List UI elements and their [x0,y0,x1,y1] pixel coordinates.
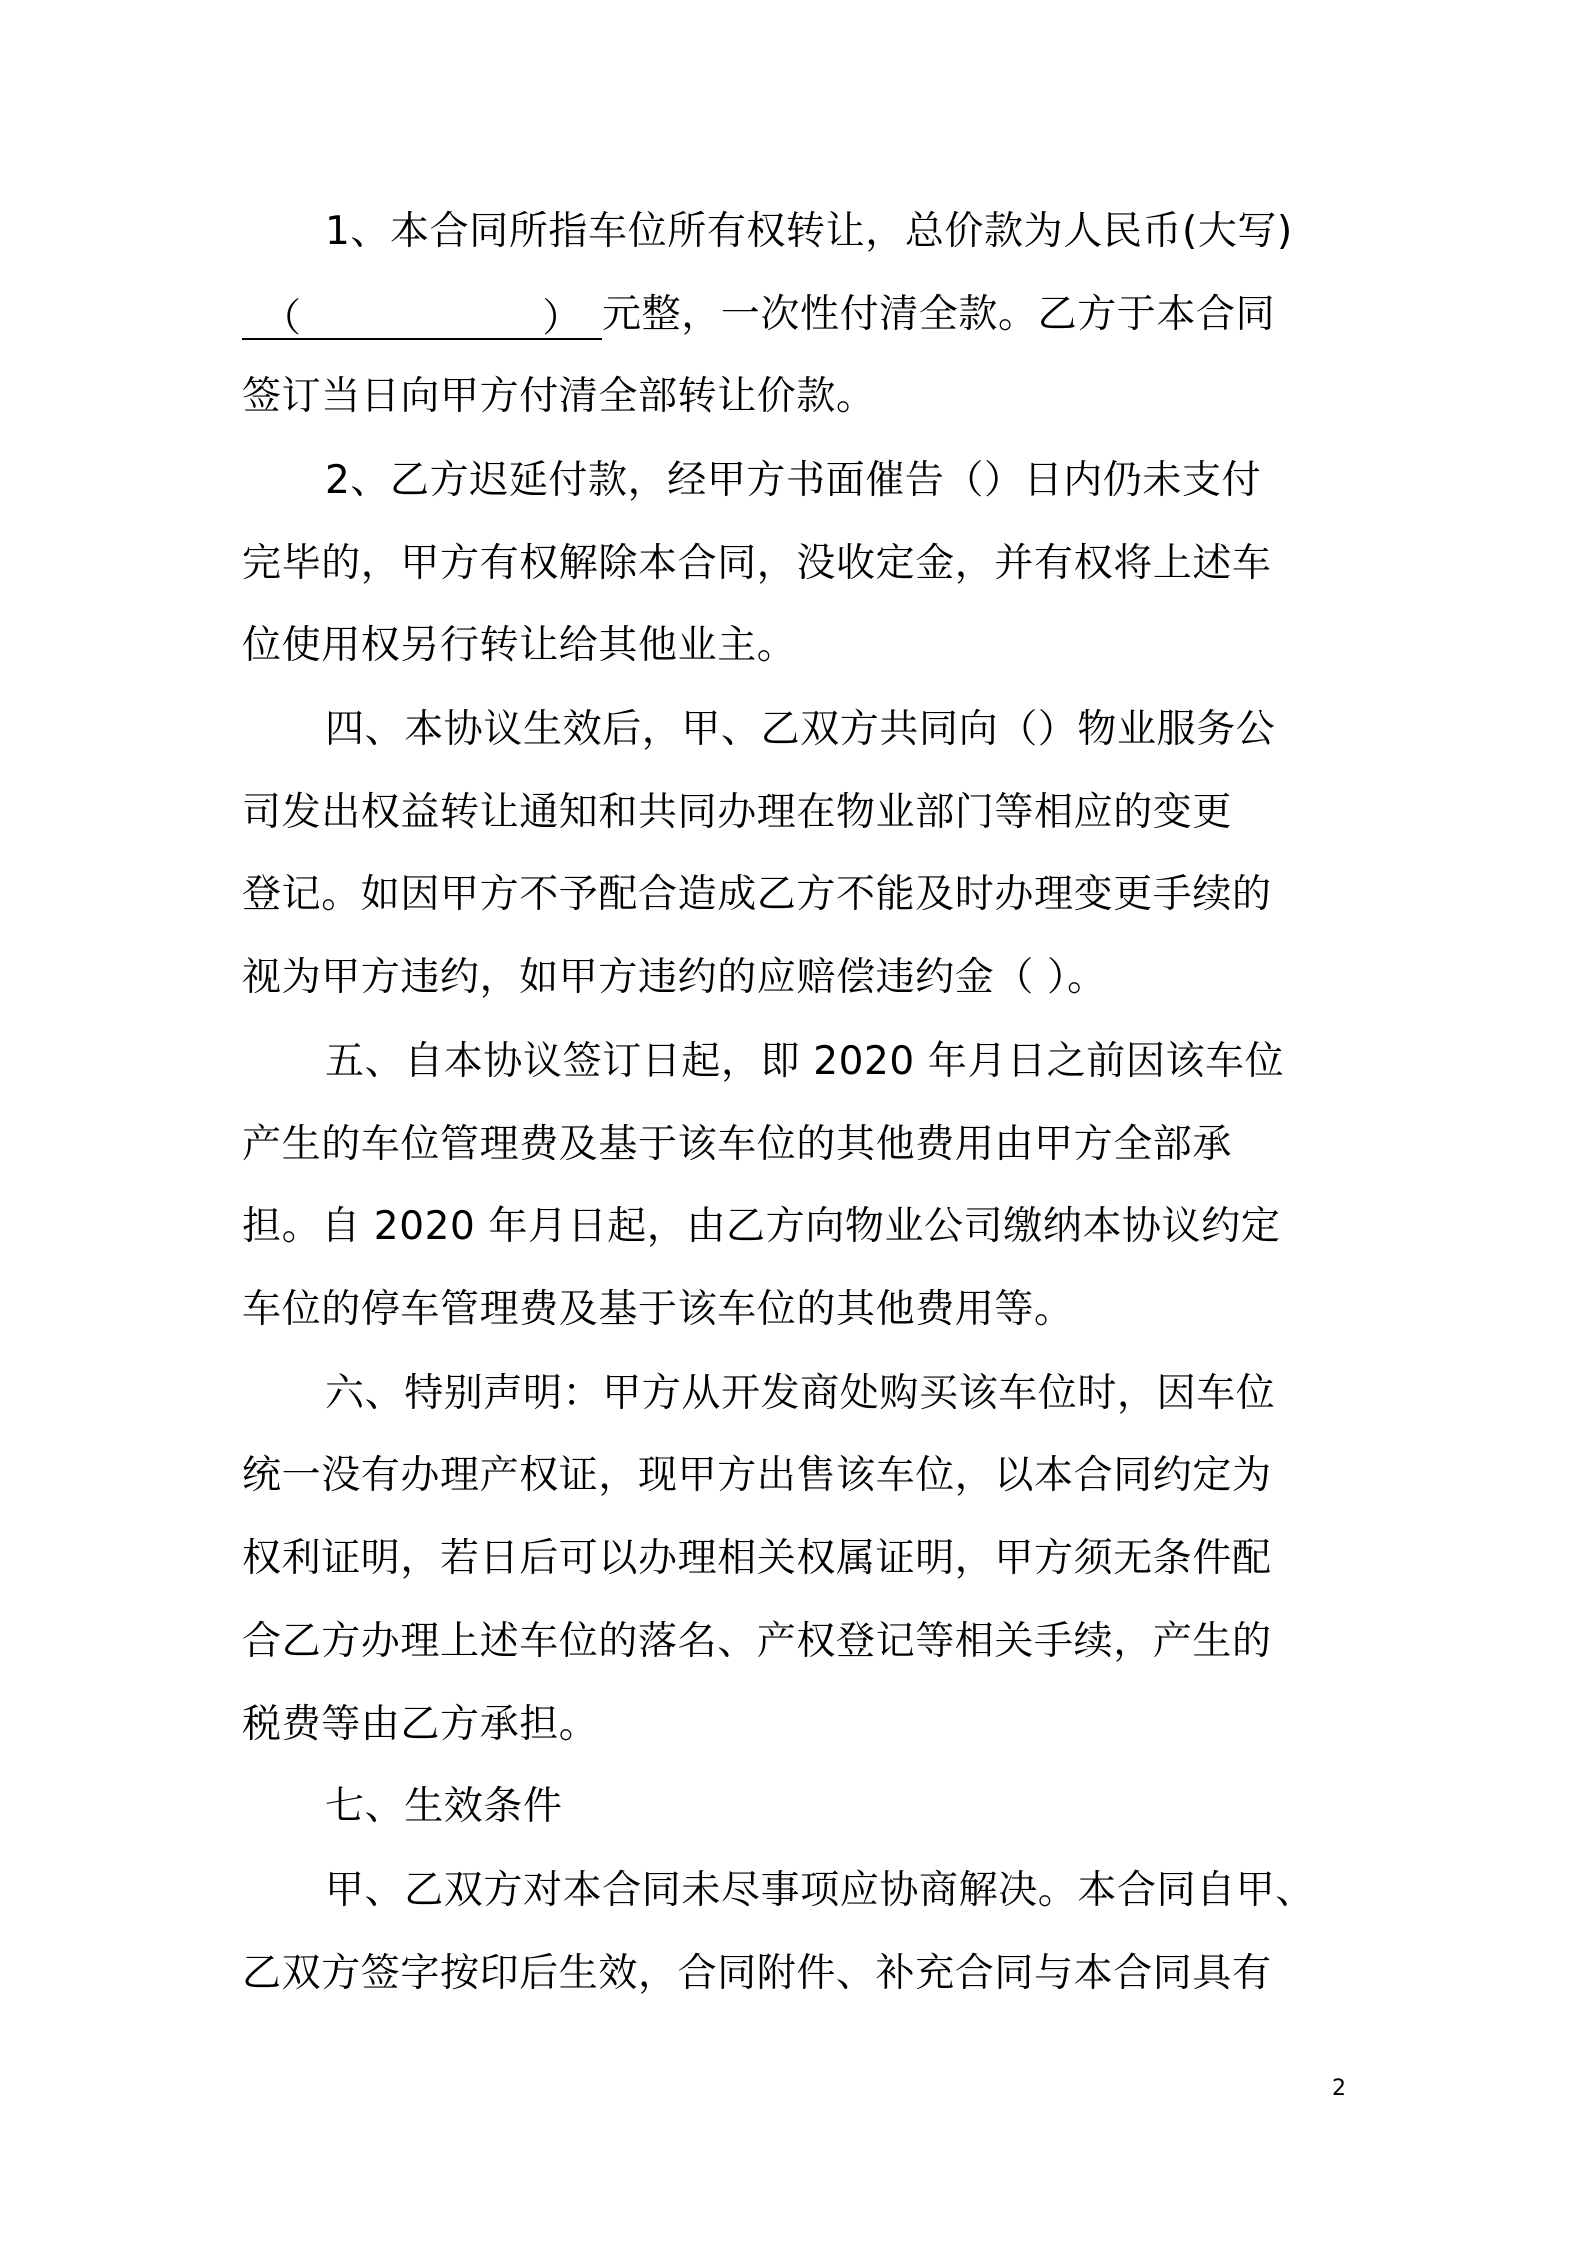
text-line: 乙双方签字按印后生效，合同附件、补充合同与本合同具有 [242,1951,1272,1996]
text-line: 签订当日向甲方付清全部转让价款。 [242,374,876,419]
text-line: 甲、乙双方对本合同未尽事项应协商解决。本合同自甲、 [325,1868,1316,1913]
section-heading: 七、生效条件 [325,1784,563,1829]
text-line: 五、自本协议签订日起，即 2020 年月日之前因该车位 [325,1039,1285,1084]
text-line-with-blank [242,290,1275,340]
text-line: 2、乙方迟延付款，经甲方书面催告（）日内仍未支付 [325,458,1262,503]
text-line: 产生的车位管理费及基于该车位的其他费用由甲方全部承 [242,1122,1233,1167]
text-line: 权利证明，若日后可以办理相关权属证明，甲方须无条件配 [242,1536,1272,1581]
text-line: 统一没有办理产权证，现甲方出售该车位，以本合同约定为 [242,1453,1272,1498]
text-line: 元整，一次性付清全款。乙方于本合同 [602,292,1276,337]
text-line: 司发出权益转让通知和共同办理在物业部门等相应的变更 [242,790,1233,835]
text-line: 税费等由乙方承担。 [242,1702,599,1747]
text-line: 担。自 2020 年月日起，由乙方向物业公司缴纳本协议约定 [242,1204,1281,1249]
text-line: 完毕的，甲方有权解除本合同，没收定金，并有权将上述车 [242,541,1272,586]
text-line: 车位的停车管理费及基于该车位的其他费用等。 [242,1287,1074,1332]
text-line: 视为甲方违约，如甲方违约的应赔偿违约金（ ）。 [242,955,1107,1000]
blank-close-paren: ） [542,296,582,341]
text-line: 六、特别声明：甲方从开发商处购买该车位时，因车位 [325,1371,1276,1416]
text-line: 1、本合同所指车位所有权转让，总价款为人民币(大写) [325,209,1293,254]
text-line: 登记。如因甲方不予配合造成乙方不能及时办理变更手续的 [242,872,1272,917]
text-line: 合乙方办理上述车位的落名、产权登记等相关手续，产生的 [242,1619,1272,1664]
amount-blank [242,294,602,340]
text-line: 四、本协议生效后，甲、乙双方共同向（）物业服务公 [325,707,1276,752]
page-number: 2 [1332,2076,1346,2101]
text-line: 位使用权另行转让给其他业主。 [242,623,797,668]
blank-open-paren: （ [262,296,302,341]
